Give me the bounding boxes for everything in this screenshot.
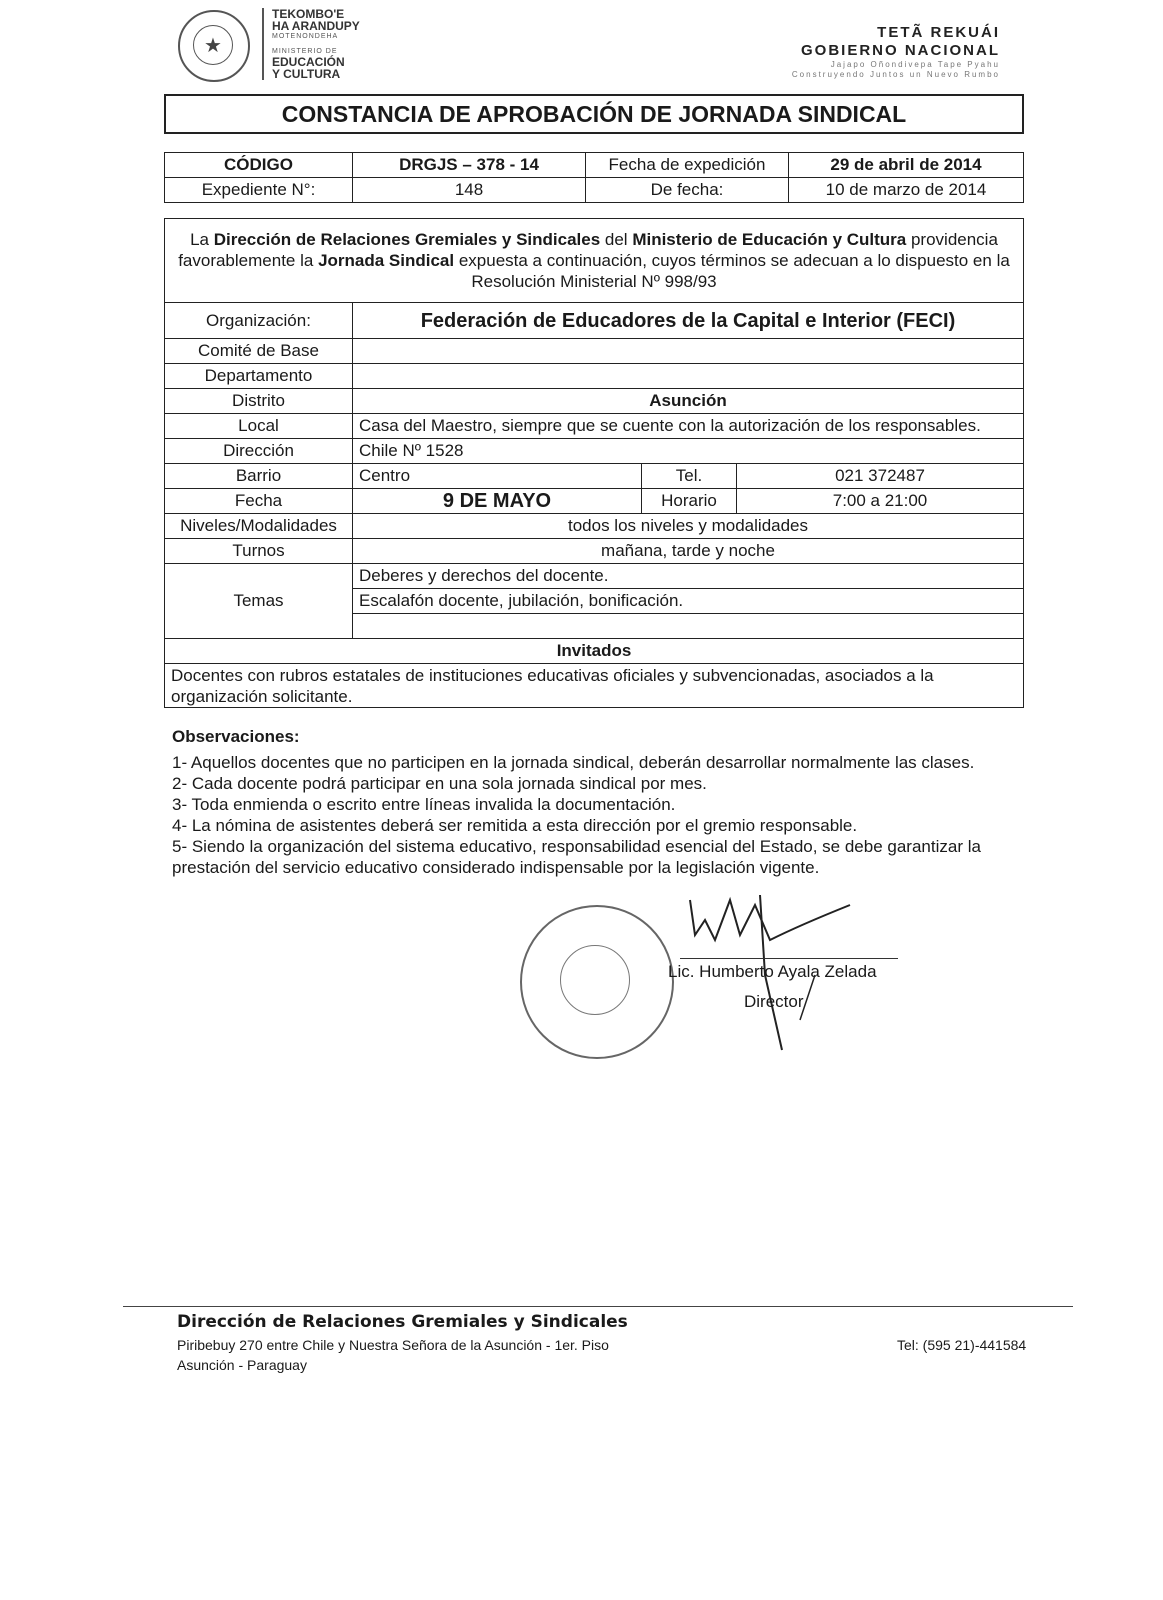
observacion-item: 1- Aquellos docentes que no participen en la jornada sindical, deberán desarrollar normalmente las clases.	[172, 753, 975, 772]
turnos-label: Turnos	[165, 539, 353, 564]
signatory-name: Lic. Humberto Ayala Zelada	[668, 962, 877, 981]
observaciones-title: Observaciones:	[172, 727, 300, 746]
barrio-label: Barrio	[165, 464, 353, 489]
mec-line-2: HA ARANDUPY	[272, 19, 360, 33]
code-table	[164, 152, 1024, 203]
footer-tel: Tel: (595 21)-441584	[897, 1337, 1027, 1353]
comite-label: Comité de Base	[165, 339, 353, 364]
observacion-item: 4- La nómina de asistentes deberá ser remitida a esta dirección por el gremio responsable.	[172, 816, 858, 835]
mec-line-3: MOTENONDEHA	[272, 33, 339, 40]
temas-label: Temas	[165, 564, 353, 639]
codigo-value: DRGJS – 378 - 14	[353, 153, 586, 178]
expediente-value: 148	[353, 178, 586, 203]
footer-address: Piribebuy 270 entre Chile y Nuestra Señora de la Asunción - 1er. Piso	[177, 1337, 609, 1353]
gob-line-2: GOBIERNO NACIONAL	[801, 42, 1000, 59]
expediente-label: Expediente N°:	[165, 178, 353, 203]
organizacion-value: Federación de Educadores de la Capital e Interior (FECI)	[353, 303, 1024, 339]
gob-line-1: TETÃ REKUÁI	[877, 24, 1000, 41]
organizacion-label: Organización:	[165, 303, 353, 339]
document-title: CONSTANCIA DE APROBACIÓN DE JORNADA SINDICAL	[164, 94, 1024, 134]
observaciones-list	[172, 752, 1042, 878]
star-icon: ★	[193, 25, 233, 65]
footer-divider	[123, 1306, 1073, 1307]
local-value: Casa del Maestro, siempre que se cuente con la autorización de los responsables.	[353, 414, 1024, 439]
intro-text-1: La	[190, 230, 214, 249]
government-logo	[750, 24, 1000, 80]
niveles-value: todos los niveles y modalidades	[353, 514, 1024, 539]
horario-label: Horario	[642, 489, 737, 514]
tel-value: 021 372487	[737, 464, 1024, 489]
observacion-item: 5- Siendo la organización del sistema educativo, responsabilidad esencial del Estado, se debe garantizar la prestación del servicio educativo considerado indispensable por la legislación vigente.	[172, 837, 981, 877]
tema-item: Escalafón docente, jubilación, bonificación.	[353, 589, 1024, 614]
mec-line-5: EDUCACIÓN	[272, 55, 345, 69]
tel-label: Tel.	[642, 464, 737, 489]
intro-ministry: Ministerio de Educación y Cultura	[632, 230, 907, 249]
footer-title: Dirección de Relaciones Gremiales y Sindicales	[177, 1312, 628, 1332]
fecha-expedicion-value: 29 de abril de 2014	[789, 153, 1024, 178]
signature-scribble-icon	[510, 895, 1030, 1075]
signature-line	[680, 958, 898, 959]
intro-text-3: providencia favorablemente la	[178, 230, 998, 270]
gob-line-4: Construyendo Juntos un Nuevo Rumbo	[791, 70, 1000, 79]
comite-value	[353, 339, 1024, 364]
invitados-value: Docentes con rubros estatales de instituciones educativas oficiales y subvencionadas, asociados a la organización solicitante.	[165, 664, 1024, 708]
gob-line-3: Jajapo Oñondivepa Tape Pyahu	[830, 60, 1000, 69]
intro-directorate: Dirección de Relaciones Gremiales y Sindicales	[213, 230, 601, 249]
turnos-value: mañana, tarde y noche	[353, 539, 1024, 564]
signatory-role: Director	[744, 992, 804, 1011]
fecha-expedicion-label: Fecha de expedición	[586, 153, 789, 178]
direccion-value: Chile Nº 1528	[353, 439, 1024, 464]
mec-line-6: Y CULTURA	[272, 67, 341, 81]
codigo-label: CÓDIGO	[165, 153, 353, 178]
distrito-label: Distrito	[165, 389, 353, 414]
intro-jornada: Jornada Sindical	[318, 251, 455, 270]
local-label: Local	[165, 414, 353, 439]
details-table	[164, 218, 1024, 708]
de-fecha-value: 10 de marzo de 2014	[789, 178, 1024, 203]
tema-item	[353, 614, 1024, 639]
fecha-label: Fecha	[165, 489, 353, 514]
niveles-label: Niveles/Modalidades	[165, 514, 353, 539]
fecha-value: 9 DE MAYO	[353, 489, 642, 514]
mec-line-1: TEKOMBO'E	[272, 7, 345, 21]
mec-line-4: MINISTERIO DE	[272, 48, 338, 55]
observacion-item: 3- Toda enmienda o escrito entre líneas invalida la documentación.	[172, 795, 676, 814]
direccion-label: Dirección	[165, 439, 353, 464]
invitados-label: Invitados	[165, 639, 1024, 664]
horario-value: 7:00 a 21:00	[737, 489, 1024, 514]
intro-text-2: del	[600, 230, 633, 249]
tema-item: Deberes y derechos del docente.	[353, 564, 1024, 589]
intro-paragraph	[165, 219, 1024, 303]
departamento-value	[353, 364, 1024, 389]
ministry-logo	[262, 8, 382, 80]
observacion-item: 2- Cada docente podrá participar en una sola jornada sindical por mes.	[172, 774, 707, 793]
distrito-value: Asunción	[353, 389, 1024, 414]
intro-text-4: expuesta a continuación, cuyos términos se adecuan a lo dispuesto en la Resolución Ministerial Nº 998/93	[454, 251, 1010, 291]
de-fecha-label: De fecha:	[586, 178, 789, 203]
barrio-value: Centro	[353, 464, 642, 489]
footer-city: Asunción - Paraguay	[177, 1357, 307, 1373]
departamento-label: Departamento	[165, 364, 353, 389]
